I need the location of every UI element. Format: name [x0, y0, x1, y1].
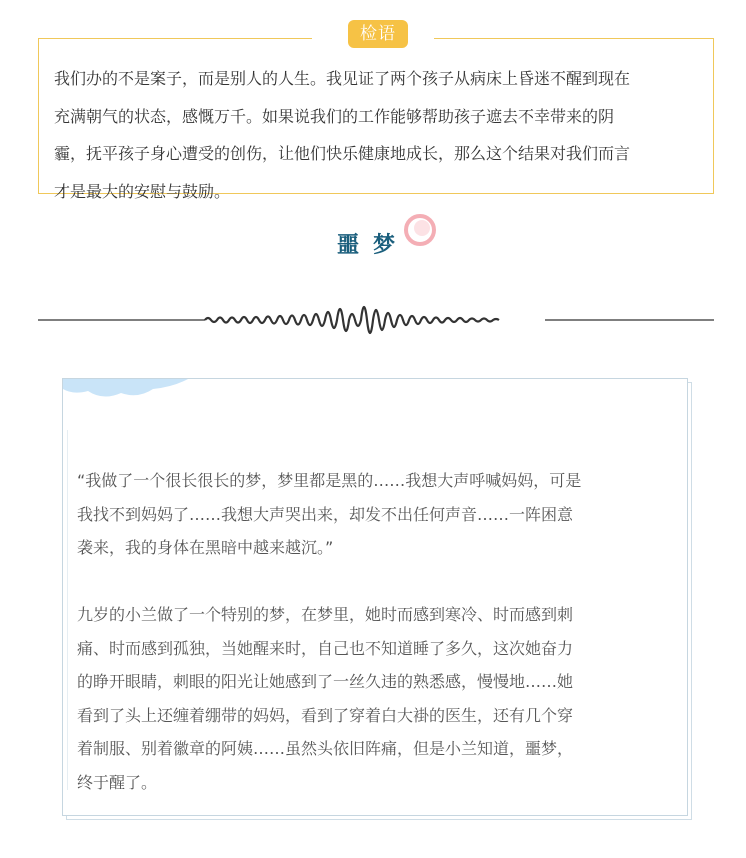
badge-container [312, 20, 434, 50]
paragraph-line: 的睁开眼睛，刺眼的阳光让她感到了一丝久违的熟悉感，慢慢地……她 [77, 672, 574, 691]
decorative-circle-icon [400, 212, 440, 248]
frame-inner-line [67, 430, 68, 790]
section-title: 噩梦 [336, 233, 409, 258]
quote-line: 袭来，我的身体在黑暗中越来越沉。” [77, 538, 334, 557]
paragraph-line: 看到了头上还缠着绷带的妈妈，看到了穿着白大褂的医生，还有几个穿 [77, 705, 574, 725]
paragraph-line: 终于醒了。 [77, 772, 158, 792]
waveform-divider [0, 290, 746, 350]
quote-line: 我找不到妈妈了……我想大声哭出来，却发不出任何声音……一阵困意 [77, 504, 574, 524]
paragraph-line: 痛、时而感到孤独，当她醒来时，自己也不知道睡了多久，这次她奋力 [77, 638, 574, 658]
comment-line: 我们办的不是案子，而是别人的人生。我见证了两个孩子从病床上昏迷不醒到现在 [54, 69, 631, 88]
quote-line: “我做了一个很长很长的梦，梦里都是黑的……我想大声呼喊妈妈，可是 [77, 471, 582, 490]
paragraph-line: 九岁的小兰做了一个特别的梦，在梦里，她时而感到寒冷、时而感到刺 [77, 605, 574, 624]
comment-line: 霾，抚平孩子身心遭受的创伤，让他们快乐健康地成长，那么这个结果对我们而言 [54, 144, 631, 163]
comment-badge: 检语 [348, 20, 408, 48]
comment-text [54, 60, 704, 210]
paragraph-gap [77, 565, 677, 599]
cloud-icon [63, 379, 193, 403]
paragraph-line: 着制服、别着徽章的阿姨……虽然头依旧阵痛，但是小兰知道，噩梦， [77, 739, 574, 758]
story-text [77, 464, 677, 799]
comment-line: 才是最大的安慰与鼓励。 [54, 181, 231, 201]
comment-line: 充满朝气的状态，感慨万千。如果说我们的工作能够帮助孩子遮去不幸带来的阴 [54, 106, 615, 126]
